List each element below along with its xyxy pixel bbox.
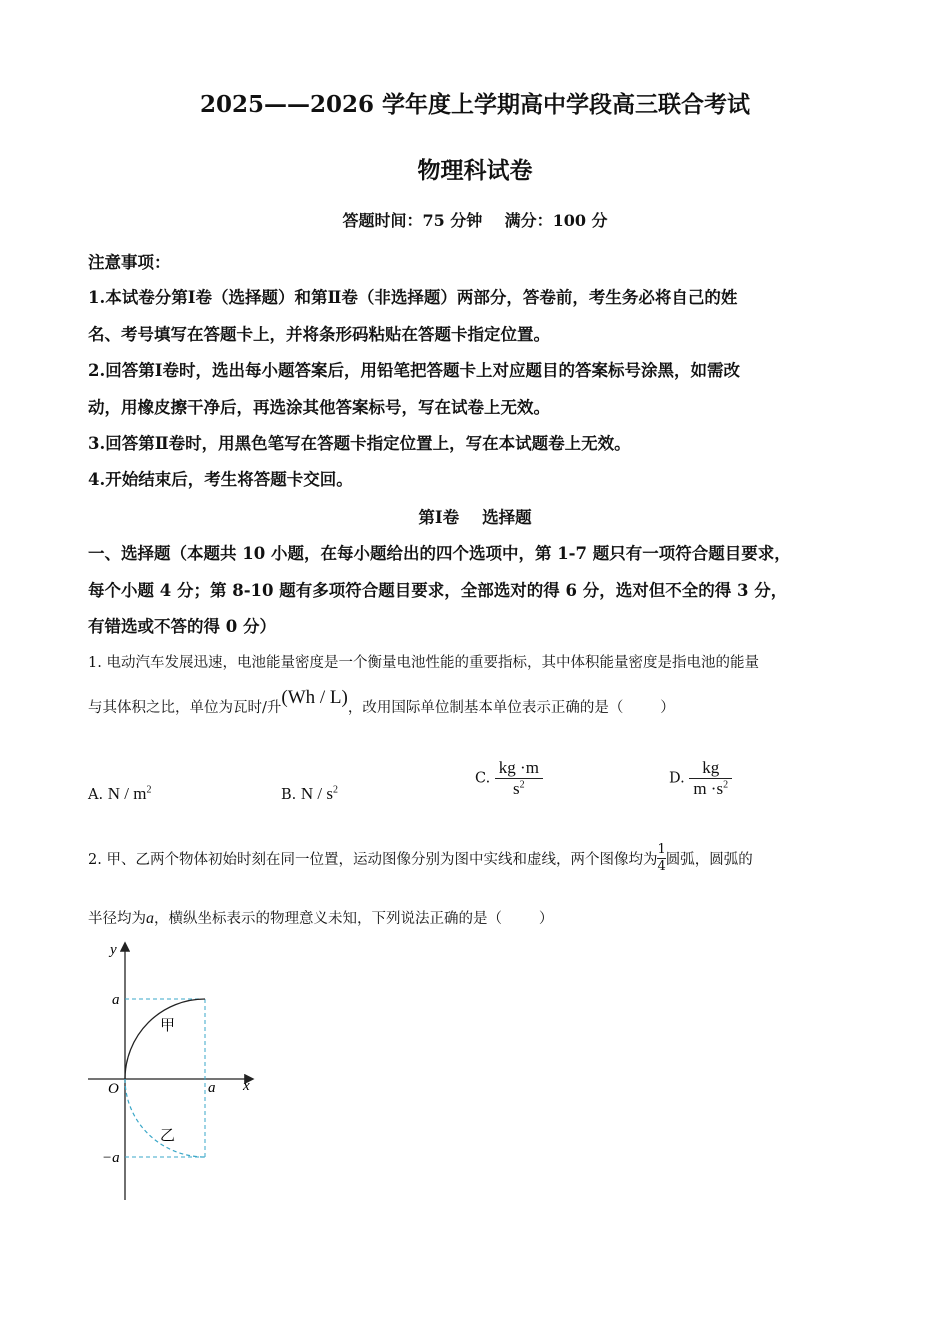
notice-item-2-line-1: 2.回答第Ⅰ卷时，选出每小题答案后，用铅笔把答题卡上对应题目的答案标号涂黑，如需改	[88, 361, 740, 380]
a-bottom-label: −a	[102, 1150, 120, 1166]
a-right-label: a	[208, 1080, 216, 1096]
section-instructions-line-3: 有错选或不答的得 0 分）	[88, 617, 276, 636]
curve-yi	[125, 1079, 205, 1157]
notice-item-1-line-2: 名、考号填写在答题卡上，并将条形码粘贴在答题卡指定位置。	[88, 325, 550, 344]
notice-item-2-line-2: 动，用橡皮擦干净后，再选涂其他答案标号，写在试卷上无效。	[88, 398, 550, 417]
q1-stem-line-1: 1. 电动汽车发展迅速，电池能量密度是一个衡量电池性能的重要指标，其中体积能量密度是指电池的能量	[88, 655, 759, 671]
q2-stem-line-2-prefix: 半径均为	[88, 911, 146, 927]
notice-item-4: 4.开始结束后，考生将答题卡交回。	[88, 470, 353, 489]
section-title: 第Ⅰ卷 选择题	[418, 508, 532, 527]
q1-option-d-label: D.	[669, 770, 685, 787]
y-axis-label: y	[110, 942, 117, 958]
q1-option-b-value: N / $s^2$	[300, 784, 338, 803]
notice-item-1-line-1: 1.本试卷分第Ⅰ卷（选择题）和第Ⅱ卷（非选择题）两部分，答卷前，考生务必将自己的姓	[88, 288, 738, 307]
q1-option-b	[281, 784, 338, 804]
notice-item-3: 3.回答第Ⅱ卷时，用黑色笔写在答题卡指定位置上，写在本试题卷上无效。	[88, 434, 631, 453]
curve-jia-label: 甲	[160, 1016, 176, 1034]
q1-option-a-label: A.	[88, 787, 104, 803]
origin-label: O	[108, 1081, 119, 1097]
q1-option-c-fraction: $\frac{kg \cdot m}{s^2}$	[495, 758, 543, 799]
curve-jia	[125, 999, 205, 1079]
q1-option-a	[88, 784, 151, 804]
q2-stem-line-1	[88, 842, 753, 875]
x-axis-label: x	[243, 1078, 250, 1094]
q1-stem-line-2-prefix: 与其体积之比，单位为瓦时/升	[88, 700, 282, 716]
section-instructions-line-1: 一、选择题（本题共 10 小题，在每小题给出的四个选项中，第 1-7 题只有一项符合题目要求，	[88, 544, 791, 563]
subject-title: 物理科试卷	[417, 157, 533, 184]
q1-option-c-label: C.	[475, 770, 491, 787]
q1-option-d-fraction: $\frac{kg}{m \cdot s^2}$	[689, 758, 732, 799]
q1-unit: (Wh / L)	[281, 687, 348, 708]
q2-stem-line-2-suffix: ，横纵坐标表示的物理意义未知，下列说法正确的是（ ）	[154, 911, 554, 927]
q2-radius-variable: a	[146, 910, 154, 927]
q1-option-b-label: B.	[281, 787, 297, 803]
q2-figure	[80, 930, 280, 1210]
q2-stem-line-1-prefix: 2. 甲、乙两个物体初始时刻在同一位置，运动图像分别为图中实线和虚线，两个图像均为	[88, 852, 658, 868]
q1-stem-line-2-suffix: ，改用国际单位制基本单位表示正确的是（ ）	[347, 700, 675, 716]
q2-stem-line-1-suffix: 圆弧，圆弧的	[665, 852, 753, 868]
q2-stem-line-2	[88, 907, 553, 928]
q1-stem-line-2	[88, 687, 675, 718]
a-top-label: a	[112, 992, 120, 1008]
exam-meta: 答题时间：75 分钟 满分：100 分	[342, 211, 608, 230]
q1-option-a-value: N / $m^2$	[107, 784, 152, 803]
q1-option-d	[669, 758, 732, 799]
q2-quarter-fraction: $\frac{1}{4}$	[657, 842, 666, 874]
curve-yi-label: 乙	[160, 1126, 176, 1144]
q1-option-c	[475, 758, 543, 799]
notice-heading: 注意事项：	[88, 253, 171, 272]
exam-title: 2025——2026 学年度上学期高中学段高三联合考试	[199, 91, 751, 118]
section-instructions-line-2: 每个小题 4 分；第 8-10 题有多项符合题目要求，全部选对的得 6 分，选对但不全的得 3 分，	[88, 581, 788, 600]
